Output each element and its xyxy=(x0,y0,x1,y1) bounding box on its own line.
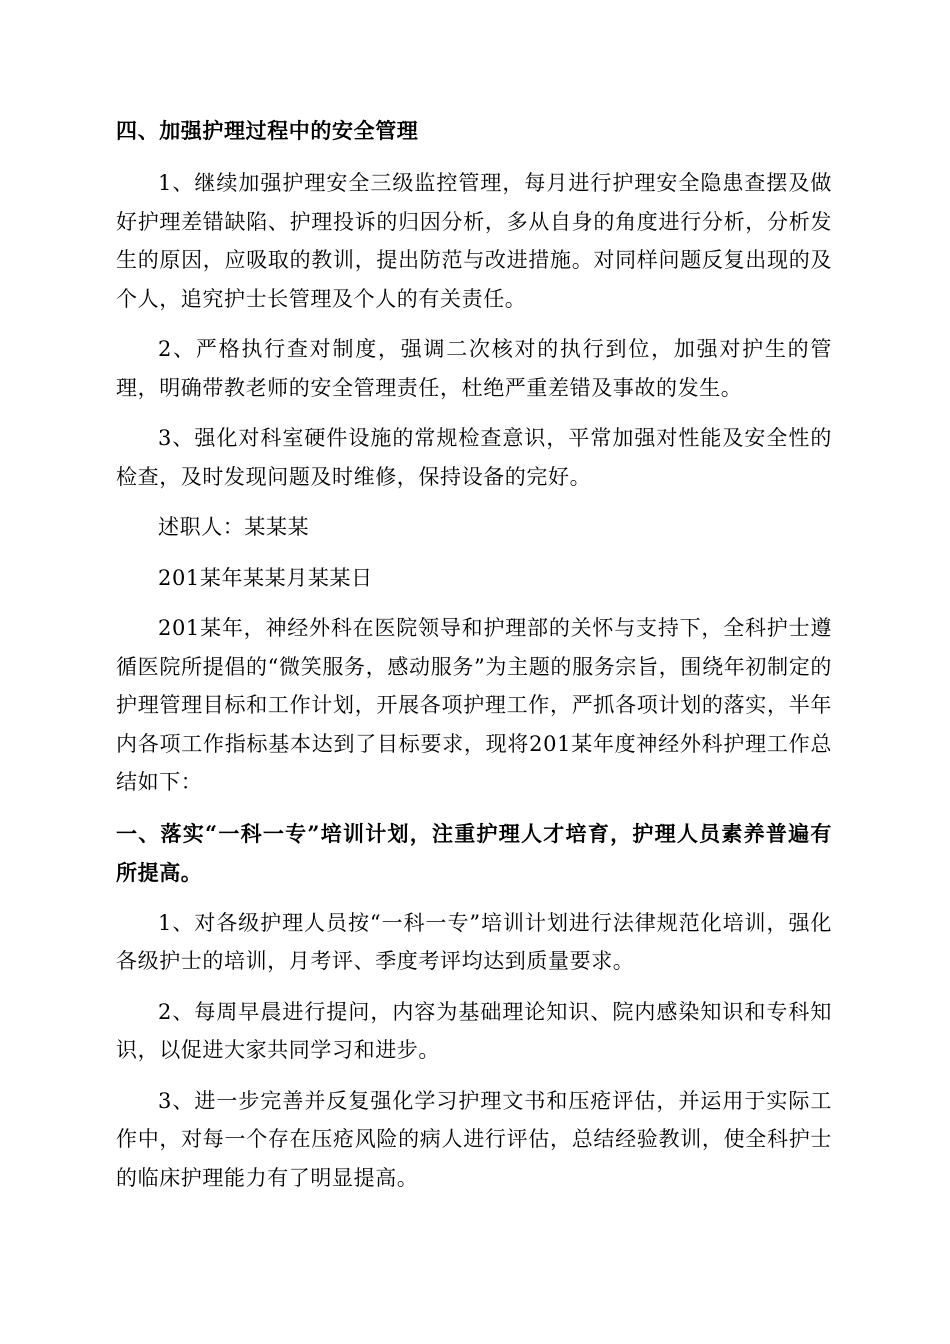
paragraph: 1、对各级护理人员按“一科一专”培训计划进行法律规范化培训，强化各级护士的培训，月考评、季度考评均达到质量要求。 xyxy=(116,910,832,973)
paragraph: 3、进一步完善并反复强化学习护理文书和压疮评估，并运用于实际工作中，对每一个存在压疮风险的病人进行评估，总结经验教训，使全科护士的临床护理能力有了明显提高。 xyxy=(116,1088,832,1190)
signature-line: 述职人：某某某 xyxy=(158,515,310,539)
section-heading-training-plan: 一、落实“一科一专”培训计划，注重护理人才培育，护理人员素养普遍有所提高。 xyxy=(116,820,832,885)
section-heading-safety-management: 四、加强护理过程中的安全管理 xyxy=(116,118,419,143)
paragraph: 2、每周早晨进行提问，内容为基础理论知识、院内感染知识和专科知识，以促进大家共同学习和进步。 xyxy=(116,999,832,1062)
date-line: 201某年某某月某某日 xyxy=(158,565,373,590)
paragraph: 2、严格执行查对制度，强调二次核对的执行到位，加强对护生的管理，明确带教老师的安全管理责任，杜绝严重差错及事故的发生。 xyxy=(116,337,832,400)
paragraph: 1、继续加强护理安全三级监控管理，每月进行护理安全隐患查摆及做好护理差错缺陷、护理投诉的归因分析，多从自身的角度进行分析，分析发生的原因，应吸取的教训，提出防范与改进措施。对同样问题反复出现的及个人，追究护士长管理及个人的有关责任。 xyxy=(116,171,832,311)
document-body xyxy=(116,112,832,1209)
intro-paragraph: 201某年，神经外科在医院领导和护理部的关怀与支持下，全科护士遵循医院所提倡的“微笑服务，感动服务”为主题的服务宗旨，围绕年初制定的护理管理目标和工作计划，开展各项护理工作，严抓各项计划的落实，半年内各项工作指标基本达到了目标要求，现将201某年度神经外科护理工作总结如下： xyxy=(116,616,832,794)
paragraph: 3、强化对科室硬件设施的常规检查意识，平常加强对性能及安全性的检查，及时发现问题及时维修，保持设备的完好。 xyxy=(116,426,832,489)
